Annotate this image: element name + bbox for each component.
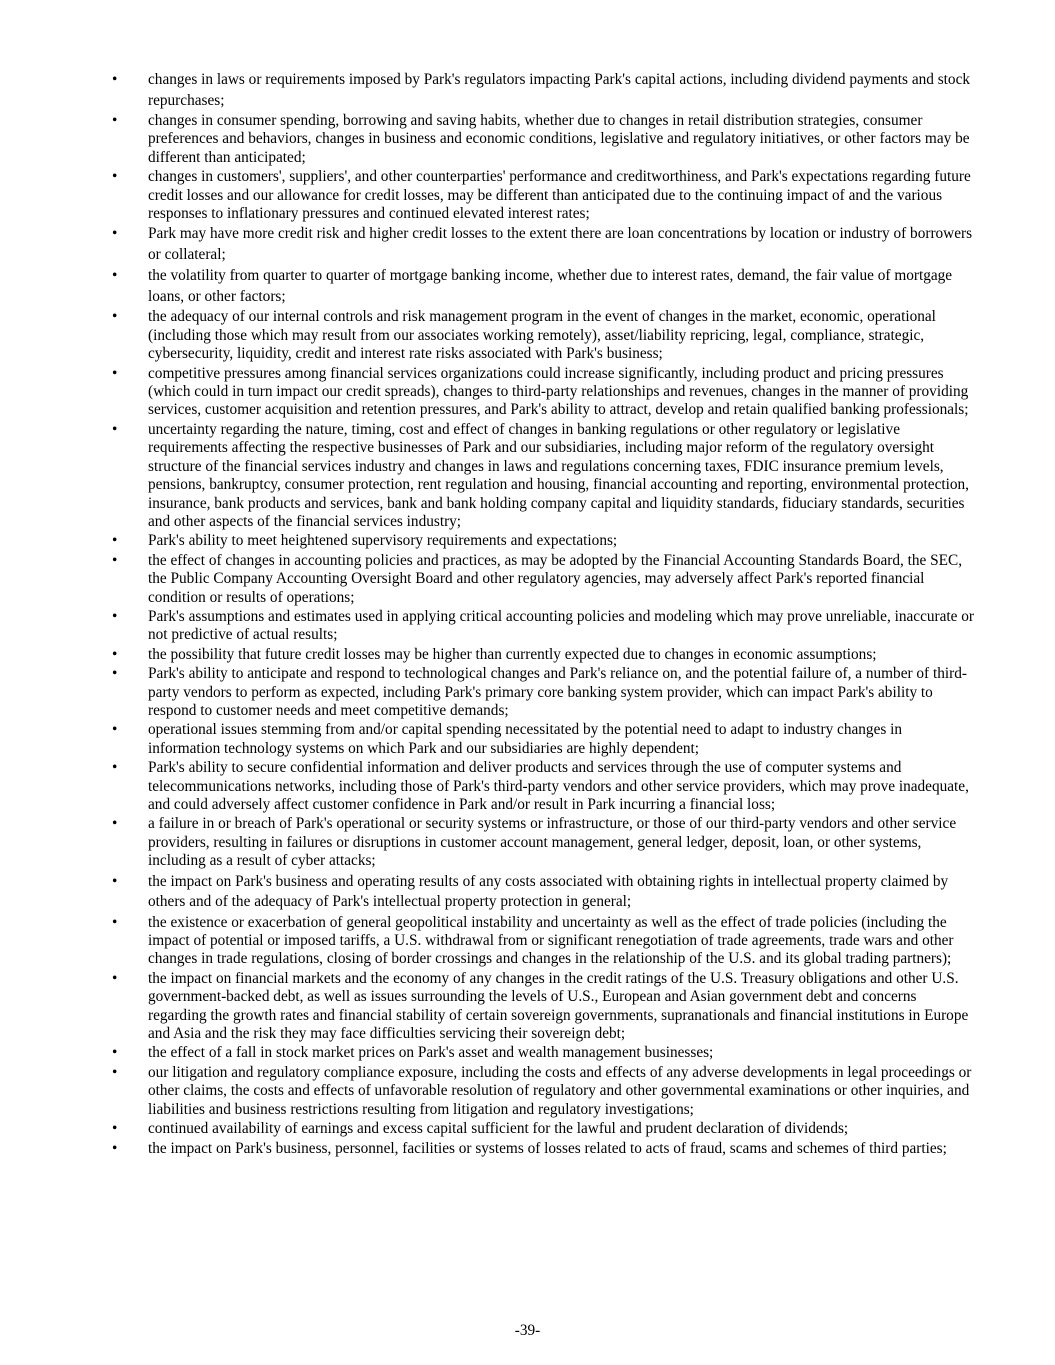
- bullet-icon: •: [112, 364, 118, 382]
- bullet-icon: •: [112, 112, 118, 129]
- risk-list-item: [112, 608, 974, 645]
- risk-item-text: Park's ability to meet heightened supervisory requirements and expectations;: [148, 532, 618, 550]
- bullet-icon: •: [112, 1120, 118, 1138]
- risk-item-text: the impact on Park's business and operating results of any costs associated with obtaining rights in intellectual property claimed by others and of the adequacy of Park's intellectual property protection in general;: [148, 872, 949, 911]
- risk-list-item: [112, 421, 974, 531]
- risk-list-item: [112, 1120, 974, 1138]
- risk-item-text: the effect of changes in accounting policies and practices, as may be adopted by the Financial Accounting Standards Board, the SEC, the Public Company Accounting Oversight Board and other regulatory agencies, may adversely affect Park's reported financial condition or results of operations;: [148, 551, 963, 606]
- risk-item-text: the impact on Park's business, personnel, facilities or systems of losses related to acts of fraud, scams and schemes of third parties;: [148, 1139, 947, 1157]
- bullet-icon: •: [112, 815, 118, 833]
- risk-item-text: the impact on financial markets and the economy of any changes in the credit ratings of the U.S. Treasury obligations and other U.S. government-backed debt, as well as issues surrounding the levels of U.S., European and Asian government debt and concerns regarding the growth rates and financial stability of certain sovereign governments, supranationals and financial institutions in Europe and Asia and the risk they may face difficulties servicing their sovereign debt;: [148, 969, 969, 1043]
- bullet-icon: •: [112, 168, 118, 186]
- risk-list-item: [112, 112, 974, 167]
- risk-item-text: competitive pressures among financial services organizations could increase significantly, including product and pricing pressures (which could in turn impact our credit spreads), changes to third-party relationships and revenues, changes in the manner of providing services, customer acquisition and retention pressures, and Park's ability to attract, develop and retain qualified banking professionals;: [148, 364, 969, 419]
- risk-list-item: [112, 532, 974, 550]
- risk-list-item: [112, 552, 974, 607]
- risk-item-text: Park may have more credit risk and higher credit losses to the extent there are loan concentrations by location or industry of borrowers or collateral;: [148, 225, 973, 263]
- risk-list-item: [112, 224, 974, 265]
- risk-item-text: the existence or exacerbation of general geopolitical instability and uncertainty as well as the effect of trade policies (including the impact of potential or imposed tariffs, a U.S. withdrawal from or significant renegotiation of trade agreements, trade wars and other changes in trade regulations, closing of border crossings and changes in the relationship of the U.S. and its global trading partners);: [148, 913, 954, 968]
- bullet-icon: •: [112, 645, 118, 663]
- bullet-icon: •: [112, 1063, 118, 1081]
- risk-item-text: continued availability of earnings and excess capital sufficient for the lawful and prudent declaration of dividends;: [148, 1120, 849, 1138]
- risk-list-item: [112, 665, 974, 720]
- bullet-icon: •: [112, 71, 118, 88]
- risk-list-item: [112, 721, 974, 758]
- risk-list-item: [112, 646, 974, 664]
- page-number: -39-: [514, 1322, 541, 1339]
- risk-item-text: Park's assumptions and estimates used in applying critical accounting policies and modeling which may prove unreliable, inaccurate or not predictive of actual results;: [148, 607, 975, 644]
- risk-list-item: [112, 759, 974, 814]
- risk-item-text: changes in customers', suppliers', and other counterparties' performance and creditworthiness, and Park's expectations regarding future credit losses and our allowance for credit losses, may be different than anticipated due to the continuing impact of and the various responses to inflationary pressures and continued elevated interest rates;: [148, 168, 971, 223]
- risk-factor-list: [112, 70, 974, 1159]
- bullet-icon: •: [112, 551, 118, 569]
- bullet-icon: •: [112, 267, 118, 285]
- risk-item-text: uncertainty regarding the nature, timing, cost and effect of changes in banking regulations or other regulatory or legislative requirements affecting the respective businesses of Park and our subsidiaries, including major reform of the regulatory oversight structure of the financial services industry and changes in laws and regulations concerning taxes, FDIC insurance premium levels, pensions, bankruptcy, consumer protection, rent regulation and housing, financial accounting and reporting, environmental protection, insurance, bank products and services, bank and bank holding company capital and liquidity standards, fiduciary standards, securities and other aspects of the financial services industry;: [148, 420, 969, 530]
- risk-item-text: the possibility that future credit losses may be higher than currently expected due to changes in economic assumptions;: [148, 645, 877, 663]
- risk-item-text: changes in consumer spending, borrowing and saving habits, whether due to changes in retail distribution strategies, consumer preferences and behaviors, changes in business and economic conditions, legislative and regulatory initiatives, or other factors may be different than anticipated;: [148, 112, 970, 166]
- risk-item-text: Park's ability to secure confidential information and deliver products and services through the use of computer systems and telecommunications networks, including those of Park's third-party vendors and other service providers, which may prove inadequate, and could adversely affect customer confidence in Park and/or result in Park incurring a financial loss;: [148, 759, 969, 813]
- risk-item-text: a failure in or breach of Park's operational or security systems or infrastructure, or those of our third-party vendors and other service providers, resulting in failures or disruptions in customer account management, general ledger, deposit, loan, or other systems, including as a result of cyber attacks;: [148, 815, 957, 870]
- bullet-icon: •: [112, 759, 118, 777]
- risk-item-text: the adequacy of our internal controls and risk management program in the event of changes in the market, economic, operational (including those which may result from our associates working remotely), asset/liability repricing, legal, compliance, strategic, cybersecurity, liquidity, credit and interest rate risks associated with Park's business;: [148, 308, 936, 363]
- risk-list-item: [112, 1044, 974, 1062]
- risk-list-item: [112, 815, 974, 870]
- risk-list-item: [112, 970, 974, 1044]
- bullet-icon: •: [112, 532, 118, 550]
- bullet-icon: •: [112, 913, 118, 931]
- bullet-icon: •: [112, 420, 118, 438]
- risk-list-item: [112, 914, 974, 969]
- risk-list-item: [112, 168, 974, 223]
- risk-list-item: [112, 365, 974, 420]
- risk-item-text: changes in laws or requirements imposed by Park's regulators impacting Park's capital actions, including dividend payments and stock repurchases;: [148, 71, 971, 109]
- bullet-icon: •: [112, 721, 118, 739]
- risk-list-item: [112, 872, 974, 913]
- bullet-icon: •: [112, 607, 118, 625]
- risk-list-item: [112, 308, 974, 363]
- bullet-icon: •: [112, 1139, 118, 1157]
- risk-list-item: [112, 1064, 974, 1119]
- bullet-icon: •: [112, 308, 118, 326]
- risk-item-text: our litigation and regulatory compliance exposure, including the costs and effects of any adverse developments in legal proceedings or other claims, the costs and effects of unfavorable resolution of regulatory and other governmental examinations or other inquiries, and liabilities and business restrictions resulting from litigation and regulatory investigations;: [148, 1063, 972, 1118]
- bullet-icon: •: [112, 872, 118, 890]
- risk-item-text: Park's ability to anticipate and respond to technological changes and Park's reliance on, and the potential failure of, a number of third-party vendors to perform as expected, including Park's primary core banking system provider, which can impact Park's ability to respond to customer needs and meet competitive demands;: [148, 665, 967, 719]
- risk-list-item: [112, 266, 974, 307]
- bullet-icon: •: [112, 665, 118, 683]
- risk-list-item: [112, 1140, 974, 1158]
- bullet-icon: •: [112, 1044, 118, 1062]
- risk-item-text: the volatility from quarter to quarter of mortgage banking income, whether due to interest rates, demand, the fair value of mortgage loans, or other factors;: [148, 267, 953, 305]
- bullet-icon: •: [112, 225, 118, 243]
- bullet-icon: •: [112, 969, 118, 987]
- risk-item-text: the effect of a fall in stock market prices on Park's asset and wealth management businesses;: [148, 1044, 714, 1062]
- risk-item-text: operational issues stemming from and/or capital spending necessitated by the potential need to adapt to industry changes in information technology systems on which Park and our subsidiaries are highly dependent;: [148, 721, 903, 757]
- risk-list-item: [112, 70, 974, 111]
